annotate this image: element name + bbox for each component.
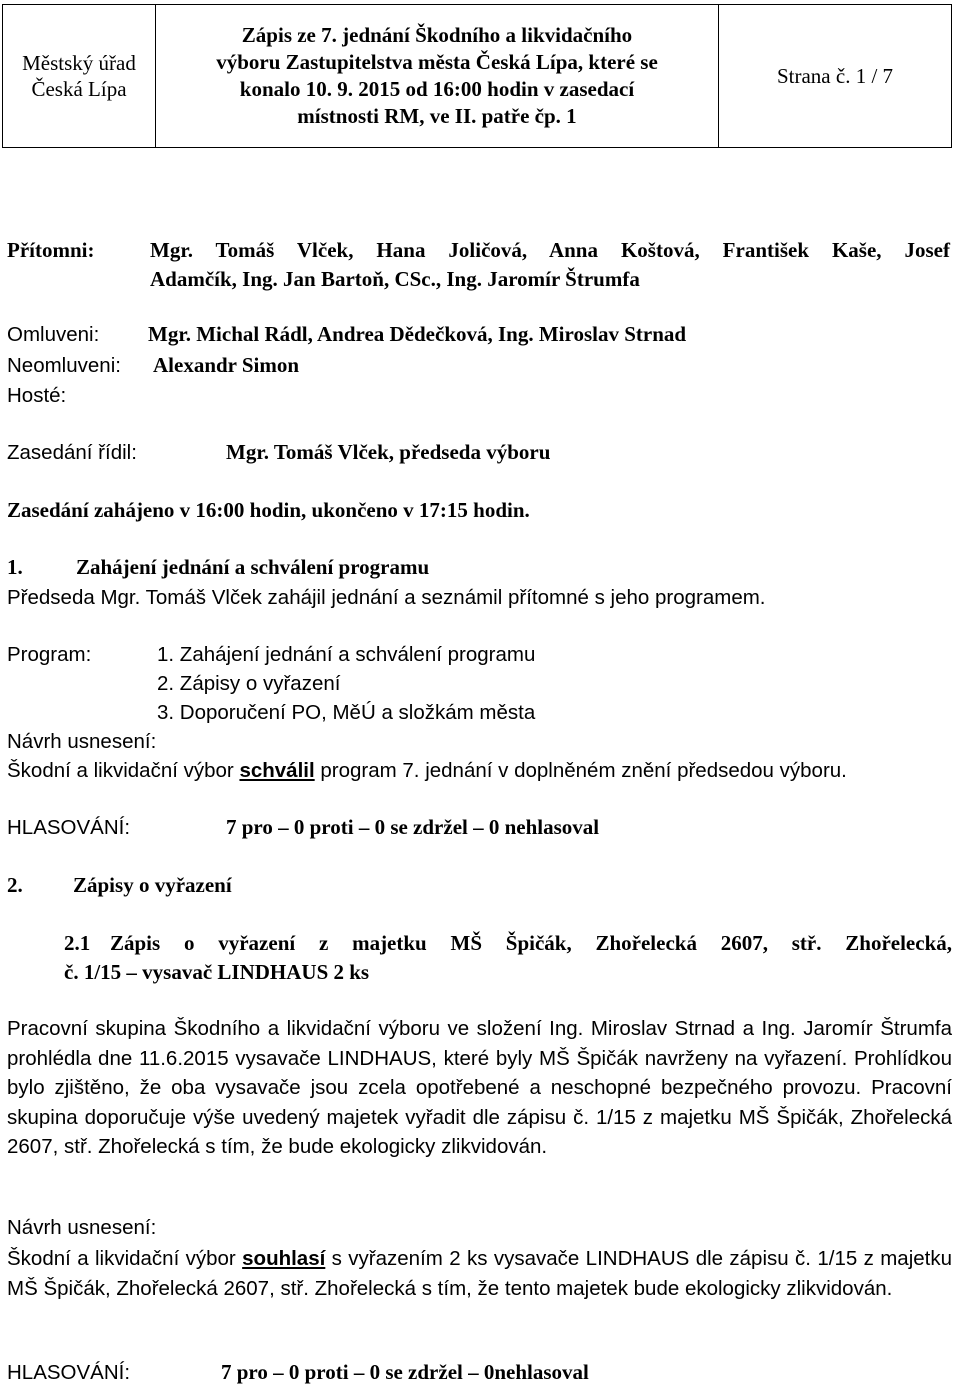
resolution-1-verb: schválil [239, 759, 315, 782]
guests-label: Hosté: [7, 384, 67, 407]
resolution-1-label: Návrh usnesení: [7, 730, 157, 753]
resolution-1-text [7, 758, 847, 783]
office-line-2: Česká Lípa [31, 77, 127, 101]
present-line-1: Mgr. Tomáš Vlček, Hana Joličová, Anna Koštová, František Kaše, Josef [150, 238, 950, 262]
program-item-1: 1. Zahájení jednání a schválení programu [157, 643, 536, 666]
title-line-1: Zápis ze 7. jednání Škodního a likvidačního [241, 23, 633, 47]
subsection-2-1-number: 2.1 [64, 931, 91, 955]
vote-2-result: 7 pro – 0 proti – 0 se zdržel – 0nehlasoval [221, 1360, 589, 1384]
section-2-paragraph: Pracovní skupina Škodního a likvidační výboru ve složení Ing. Miroslav Strnad a Ing. Jaromír Štrumfa prohlédla dne 11.6.2015 vysavače LINDHAUS, které byly MŠ Špičák navrženy na vyřazení. Prohlídkou bylo zjištěno, že oba vysavače jsou zcela opotřebené a neschopné bezpečného provozu. Pracovní skupina doporučuje výše uvedený majetek vyřadit dle zápisu č. 1/15 z majetku MŠ Špičák, Zhořelecká 2607, stř. Zhořelecká s tím, že bude ekologicky zlikvidován. [7, 1017, 952, 1158]
excused-names: Mgr. Michal Rádl, Andrea Dědečková, Ing. Miroslav Strnad [148, 322, 687, 346]
chair-label: Zasedání řídil: [7, 441, 137, 464]
vote-2-label: HLASOVÁNÍ: [7, 1361, 131, 1384]
title-line-3: konalo 10. 9. 2015 od 16:00 hodin v zasedací [239, 77, 635, 101]
chair-name: Mgr. Tomáš Vlček, předseda výboru [226, 440, 551, 464]
section-1-number: 1. [7, 555, 23, 579]
program-item-2: 2. Zápisy o vyřazení [157, 672, 341, 695]
page-number-cell [719, 5, 952, 148]
program-label: Program: [7, 643, 92, 666]
unexcused-label: Neomluveni: [7, 354, 121, 377]
resolution-2-pre: Škodní a likvidační výbor [7, 1247, 243, 1270]
page-number: Strana č. 1 / 7 [776, 63, 894, 88]
vote-1-result: 7 pro – 0 proti – 0 se zdržel – 0 nehlasoval [226, 815, 600, 839]
subsection-2-1-line-1: Zápis o vyřazení z majetku MŠ Špičák, Zhořelecká 2607, stř. Zhořelecká, [110, 931, 952, 955]
section-1-heading: Zahájení jednání a schválení programu [76, 555, 430, 579]
excused-label: Omluveni: [7, 323, 100, 346]
meeting-timing: Zasedání zahájeno v 16:00 hodin, ukončeno v 17:15 hodin. [7, 498, 530, 522]
resolution-1-post: program 7. jednání v doplněném znění předsedou výboru. [314, 759, 847, 782]
document-title-cell [156, 5, 719, 148]
office-line-1: Městský úřad [22, 51, 136, 75]
resolution-2-label: Návrh usnesení: [7, 1216, 157, 1239]
unexcused-names: Alexandr Simon [153, 353, 300, 377]
present-label: Přítomni: [7, 238, 95, 262]
section-1-intro: Předseda Mgr. Tomáš Vlček zahájil jednání a seznámil přítomné s jeho programem. [7, 586, 766, 609]
section-2-number: 2. [7, 873, 23, 897]
resolution-1-pre: Škodní a likvidační výbor [7, 759, 240, 782]
office-cell [3, 5, 156, 148]
resolution-2-verb: souhlasí [242, 1247, 326, 1270]
title-line-4: místnosti RM, ve II. patře čp. 1 [297, 104, 577, 128]
document-header [2, 4, 952, 148]
resolution-2-post: s vyřazením 2 ks vysavače LINDHAUS dle zápisu č. 1/15 z majetku MŠ Špičák, Zhořelecká 2607, stř. Zhořelecká s tím, že tento majetek bude ekologicky zlikvidován. [7, 1247, 953, 1300]
present-line-2: Adamčík, Ing. Jan Bartoň, CSc., Ing. Jaromír Štrumfa [150, 267, 640, 291]
resolution-2-text [7, 1244, 952, 1303]
subsection-2-1-line-2: č. 1/15 – vysavač LINDHAUS 2 ks [64, 960, 370, 984]
program-item-3: 3. Doporučení PO, MěÚ a složkám města [157, 701, 536, 724]
title-line-2: výboru Zastupitelstva města Česká Lípa, které se [216, 50, 658, 74]
vote-1-label: HLASOVÁNÍ: [7, 816, 131, 839]
section-2-heading: Zápisy o vyřazení [73, 873, 232, 897]
